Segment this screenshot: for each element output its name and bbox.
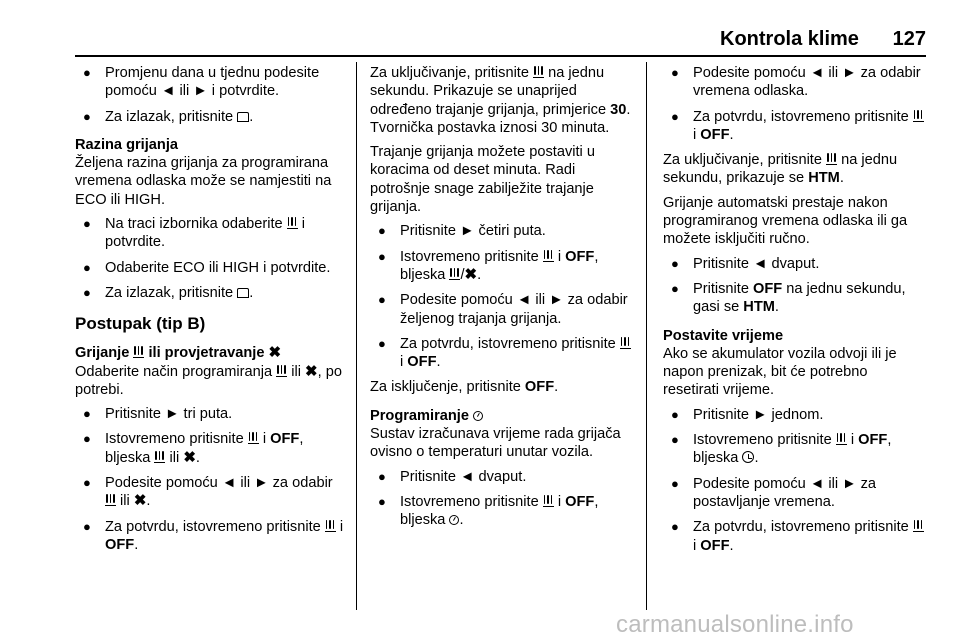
arrow-left-icon: ◄ [221,475,237,492]
list-item: ● Istovremeno pritisnite i OFF, bljeska . [370,493,638,530]
arrow-left-icon: ◄ [753,255,768,272]
paragraph: Ako se akumulator vozila odvoji ili je napon prenizak, bit će potrebno resetirati vrijeme. [663,345,897,399]
paragraph: Željena razina grijanja za programirana vremena odlaska može se namjestiti na ECO ili HIGH. [75,155,332,208]
list-item: ● Pritisnite ► jednom. [663,406,927,424]
watermark-text: carmanualsonline.info [616,611,854,638]
heater-icon [913,110,924,122]
list-item: ● Odaberite ECO ili HIGH i potvrdite. [75,259,347,277]
page-title: Kontrola klime [720,28,859,50]
heater-icon [154,451,165,463]
paragraph: Za uključivanje, pritisnite na jednu sekundu, prikazuje se HTM. [663,152,898,187]
heater-icon [836,433,847,445]
bullet-list [75,64,347,126]
page-number: 127 [892,28,926,50]
list-item: ● Pritisnite ◄ dvaput. [370,468,638,486]
list-item: ● Za potvrdu, istovremeno pritisnite i OFF. [663,108,927,145]
fan-icon: ✖ [464,265,478,283]
heater-icon [325,520,336,532]
section-heading: Programiranje [370,407,638,425]
bullet-list [663,64,927,144]
section-title: Postupak (tip B) [75,314,206,334]
paragraph: Za uključivanje, pritisnite na jednu sekundu. Prikazuje se unaprijed određeno trajanje grijanja, primjerice 30. Tvornička postavka iznosi 30 minuta. [370,65,631,136]
column-left [75,64,347,561]
clock-icon [742,451,754,463]
arrow-right-icon: ► [842,65,857,81]
arrow-right-icon: ► [549,292,564,309]
heater-icon [287,217,298,229]
list-item: ● Istovremeno pritisnite i OFF, bljeska . [663,431,927,468]
arrow-left-icon: ◄ [809,475,825,492]
arrow-right-icon: ► [842,475,857,492]
heater-icon [449,268,460,280]
list-item: ● Za potvrdu, istovremeno pritisnite i OFF. [663,518,927,555]
list-item: ● Pritisnite OFF na jednu sekundu, gasi se HTM. [663,280,927,317]
section-heading: Postavite vrijeme [663,327,784,344]
column-middle [370,64,638,537]
bullet-list [370,468,638,530]
fan-icon: ✖ [133,492,147,510]
bullet-list [75,215,347,302]
arrow-left-icon: ◄ [460,468,475,485]
list-item: ● Promjenu dana u tjednu podesite pomoću ◄ ili ► i potvrdite. [75,64,347,101]
column-divider [646,62,647,610]
heater-icon [543,495,554,507]
heater-icon [620,337,631,349]
list-item: ● Pritisnite ► četiri puta. [370,222,638,240]
back-icon [237,112,249,122]
arrow-right-icon: ► [254,475,269,492]
column-divider [356,62,357,610]
heater-icon [105,494,116,506]
bullet-list [663,406,927,555]
bullet-list [75,405,347,554]
list-item: ● Pritisnite ► tri puta. [75,405,347,423]
bullet-list [663,255,927,317]
heater-icon [248,432,259,444]
heater-icon [913,520,924,532]
list-item: ● Istovremeno pritisnite i OFF, bljeska ili ✖. [75,430,347,467]
fan-icon: ✖ [268,344,282,362]
list-item: ● Na traci izbornika odaberite i potvrdite. [75,215,347,252]
arrow-right-icon: ► [165,406,180,423]
section-heading: Razina grijanja [75,136,178,153]
column-right [663,64,927,562]
heater-icon [826,153,837,165]
arrow-right-icon: ► [193,83,208,100]
list-item: ● Podesite pomoću ◄ ili ► za odabir vremena odlaska. [663,64,927,101]
heater-icon [133,346,144,358]
heater-icon [533,66,544,78]
timer-icon [449,515,459,525]
heater-icon [543,250,554,262]
timer-icon [473,411,483,421]
list-item: ● Za izlazak, pritisnite . [75,284,347,302]
arrow-left-icon: ◄ [516,292,532,309]
arrow-right-icon: ► [753,406,768,423]
bullet-list [370,222,638,371]
back-icon [237,288,249,298]
list-item: ● Podesite pomoću ◄ ili ► za postavljanje vremena. [663,475,927,512]
arrow-left-icon: ◄ [809,65,825,81]
paragraph: Sustav izračunava vrijeme rada grijača ovisno o temperaturi unutar vozila. [370,426,621,461]
fan-icon: ✖ [305,362,318,380]
paragraph: Odaberite način programiranja ili ✖, po potrebi. [75,362,342,398]
section-heading: Grijanje ili provjetravanje ✖ [75,344,282,362]
heater-icon [276,365,287,377]
paragraph: Trajanje grijanja možete postaviti u koracima od deset minuta. Radi potrošnje snage zabilježite trajanje grijanja. [370,144,595,216]
arrow-right-icon: ► [460,223,475,240]
header-rule [75,55,926,57]
list-item: ● Za potvrdu, istovremeno pritisnite i OFF. [75,518,347,555]
list-item: ● Podesite pomoću ◄ ili ► za odabir ili ✖. [75,474,347,511]
page-header [720,28,926,51]
list-item: ● Za potvrdu, istovremeno pritisnite i OFF. [370,335,638,372]
list-item: ● Pritisnite ◄ dvaput. [663,255,927,273]
list-item: ● Podesite pomoću ◄ ili ► za odabir željenog trajanja grijanja. [370,291,638,328]
list-item: ● Istovremeno pritisnite i OFF, bljeska /✖. [370,248,638,285]
arrow-left-icon: ◄ [160,83,176,100]
list-item: ● Za izlazak, pritisnite . [75,108,347,126]
paragraph: Grijanje automatski prestaje nakon programiranog vremena odlaska ili ga možete isključiti ručno. [663,194,908,248]
fan-icon: ✖ [183,448,196,466]
paragraph: Za isključenje, pritisnite OFF. [370,379,559,396]
